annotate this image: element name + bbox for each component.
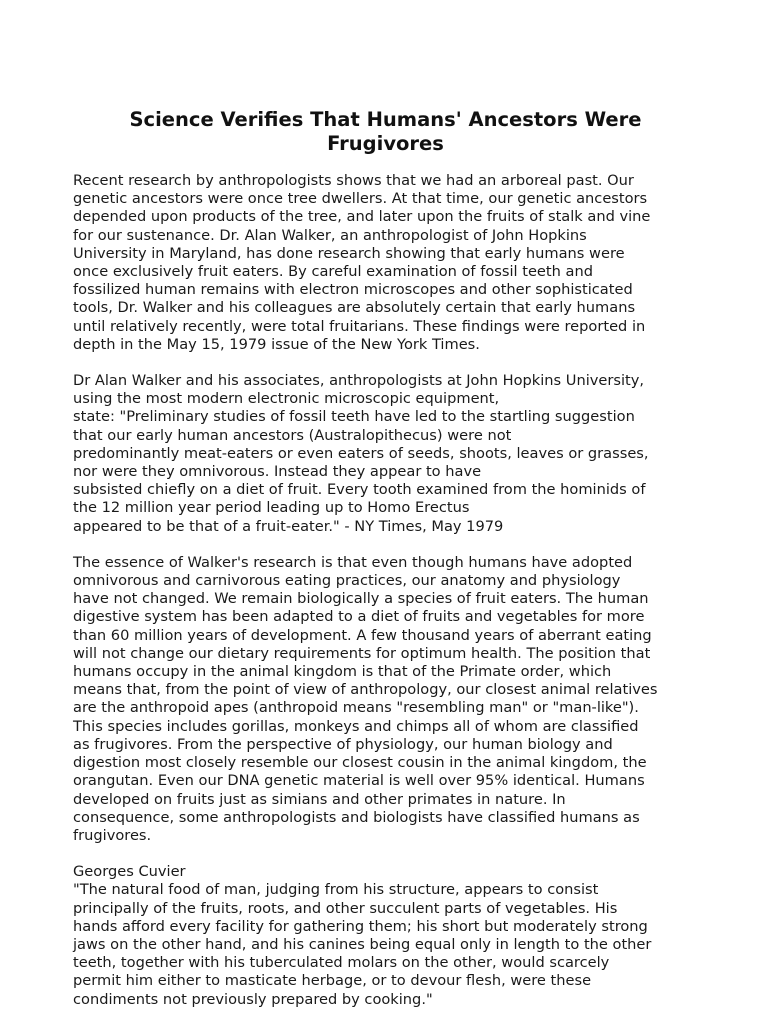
text-line: will not change our dietary requirements for optimum health. The position that (73, 644, 651, 662)
text-line: omnivorous and carnivorous eating practices, our anatomy and physiology (73, 572, 621, 590)
text-line: humans occupy in the animal kingdom is that of the Primate order, which (73, 663, 612, 681)
document-title (73, 108, 698, 156)
text-line: frugivores. (73, 826, 152, 844)
text-line: depth in the May 15, 1979 issue of the New York Times. (73, 335, 480, 353)
text-line: genetic ancestors were once tree dwellers. At that time, our genetic ancestors (73, 190, 648, 208)
text-line: have not changed. We remain biologically a species of fruit eaters. The human (73, 590, 649, 608)
text-line: "The natural food of man, judging from his structure, appears to consist (73, 881, 599, 899)
text-line: fossilized human remains with electron microscopes and other sophisticated (73, 281, 633, 299)
text-line: once exclusively fruit eaters. By careful examination of fossil teeth and (73, 263, 593, 281)
text-line: University in Maryland, has done research showing that early humans were (73, 244, 625, 262)
text-line: condiments not previously prepared by cooking." (73, 990, 433, 1008)
text-line: Dr Alan Walker and his associates, anthropologists at John Hopkins University, (73, 372, 645, 390)
text-line: the 12 million year period leading up to Homo Erectus (73, 499, 470, 517)
document-page (73, 108, 698, 1027)
text-line: predominantly meat-eaters or even eaters of seeds, shoots, leaves or grasses, (73, 444, 649, 462)
text-line: means that, from the point of view of anthropology, our closest animal relatives (73, 681, 658, 699)
text-line: nor were they omnivorous. Instead they appear to have (73, 463, 482, 481)
paragraph-3 (73, 554, 698, 845)
text-line: The essence of Walker's research is that even though humans have adopted (73, 553, 633, 571)
text-line: appeared to be that of a fruit-eater." - NY Times, May 1979 (73, 517, 504, 535)
text-line: until relatively recently, were total fruitarians. These findings were reported in (73, 317, 646, 335)
text-line: orangutan. Even our DNA genetic material is well over 95% identical. Humans (73, 772, 645, 790)
document-body (73, 172, 698, 1009)
text-line: are the anthropoid apes (anthropoid means "resembling man" or "man-like"). (73, 699, 639, 717)
text-line: Recent research by anthropologists shows that we had an arboreal past. Our (73, 172, 634, 189)
paragraph-1 (73, 172, 698, 354)
text-line: digestion most closely resemble our closest cousin in the animal kingdom, the (73, 754, 647, 772)
paragraph-4 (73, 863, 698, 1009)
text-line: depended upon products of the tree, and later upon the fruits of stalk and vine (73, 208, 651, 226)
text-line: consequence, some anthropologists and biologists have classified humans as (73, 808, 640, 826)
text-line: as frugivores. From the perspective of physiology, our human biology and (73, 735, 613, 753)
text-line: jaws on the other hand, and his canines being equal only in length to the other (73, 935, 652, 953)
text-line: subsisted chiefly on a diet of fruit. Every tooth examined from the hominids of (73, 481, 646, 499)
text-line: that our early human ancestors (Australopithecus) were not (73, 426, 512, 444)
text-line: tools, Dr. Walker and his colleagues are absolutely certain that early humans (73, 299, 636, 317)
title-line: Frugivores (327, 132, 444, 155)
title-line: Science Verifies That Humans' Ancestors Were (129, 108, 642, 131)
text-line: developed on fruits just as simians and other primates in nature. In (73, 790, 566, 808)
text-line: hands afford every facility for gathering them; his short but moderately strong (73, 917, 648, 935)
text-line: for our sustenance. Dr. Alan Walker, an anthropologist of John Hopkins (73, 226, 587, 244)
text-line: This species includes gorillas, monkeys and chimps all of whom are classified (73, 717, 639, 735)
text-line: than 60 million years of development. A few thousand years of aberrant eating (73, 626, 652, 644)
text-line: using the most modern electronic microscopic equipment, (73, 390, 500, 408)
text-line: permit him either to masticate herbage, or to devour flesh, were these (73, 972, 592, 990)
text-line: teeth, together with his tuberculated molars on the other, would scarcely (73, 954, 610, 972)
text-line: state: "Preliminary studies of fossil teeth have led to the startling suggestion (73, 408, 635, 426)
paragraph-2 (73, 372, 698, 536)
text-line: digestive system has been adapted to a diet of fruits and vegetables for more (73, 608, 645, 626)
text-line: principally of the fruits, roots, and other succulent parts of vegetables. His (73, 899, 618, 917)
text-line: Georges Cuvier (73, 863, 186, 881)
